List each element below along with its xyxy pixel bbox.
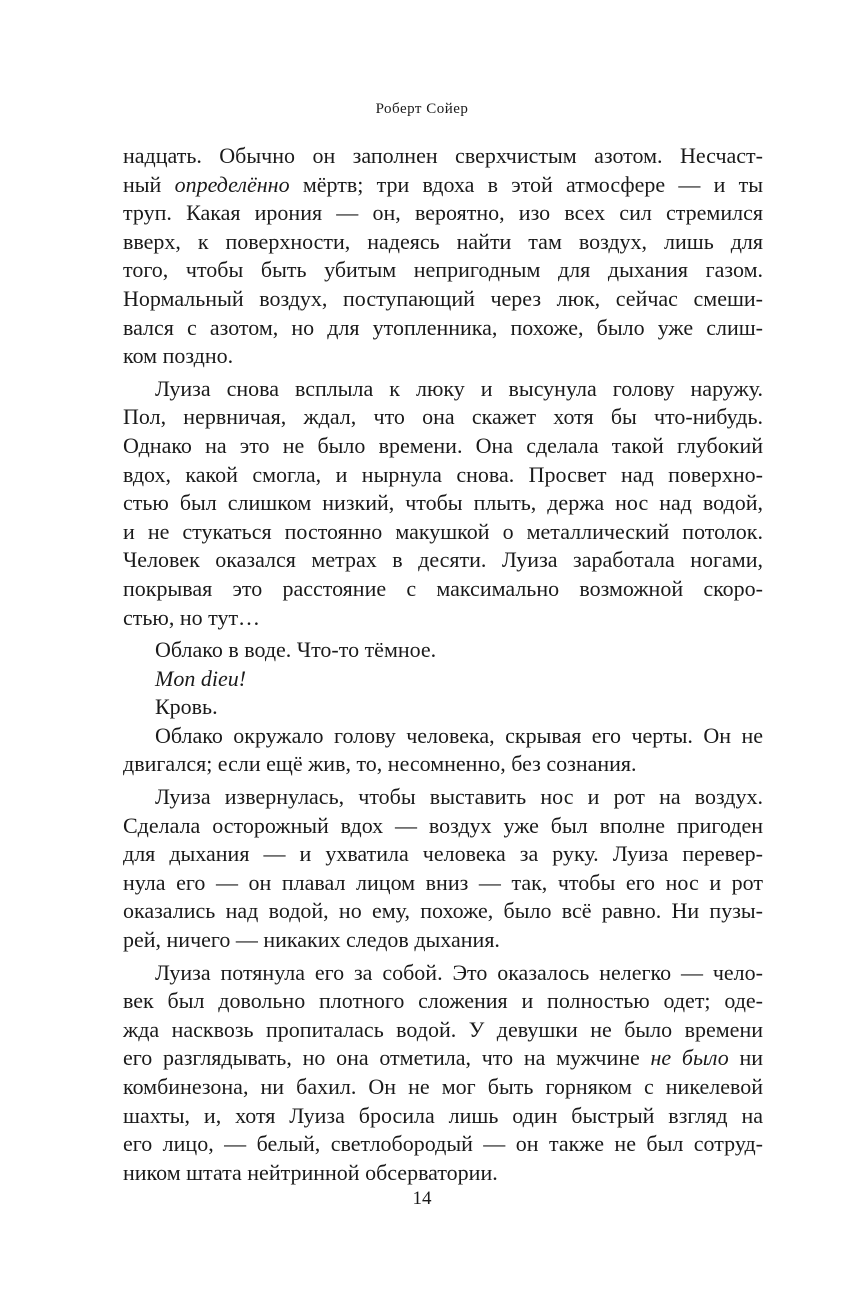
- text-line: оказались над водой, но ему, похоже, было всё равно. Ни пузы-: [123, 898, 763, 924]
- text-line: рей, ничего — никаких следов дыхания.: [123, 927, 500, 953]
- text-line: труп. Какая ирония — он, вероятно, изо всех сил стремился: [123, 200, 763, 226]
- text-line: [123, 665, 763, 694]
- paragraph: [123, 665, 763, 694]
- text-line: комбинезона, ни бахил. Он не мог быть горняком с никелевой: [123, 1074, 763, 1099]
- text-line: ный определённо мёртв; три вдоха в этой атмосфере — и ты: [123, 171, 763, 197]
- text-line: для дыхания — и ухватила человека за руку. Луиза перевер-: [123, 841, 763, 867]
- paragraph: [123, 375, 763, 632]
- text-line: вверх, к поверхности, надеясь найти там воздух, лишь для: [123, 228, 763, 254]
- text-line: ком поздно.: [123, 343, 234, 369]
- italic-text: не было: [650, 1045, 729, 1071]
- text-line: Луиза извернулась, чтобы выставить нос и рот на воздух.: [155, 784, 763, 810]
- text-line: ником штата нейтринной обсерватории.: [123, 1159, 498, 1185]
- paragraph: [123, 693, 763, 722]
- text-line: стью, но тут…: [123, 604, 261, 630]
- text-line: Луиза снова всплыла к люку и высунула голову наружу.: [155, 375, 763, 401]
- text-line: Пол, нервничая, ждал, что она скажет хотя бы что-нибудь.: [123, 404, 763, 430]
- paragraph: [123, 783, 763, 955]
- text-line: Луиза потянула его за собой. Это оказалось нелегко — чело-: [155, 959, 763, 985]
- text-line: нула его — он плавал лицом вниз — так, чтобы его нос и рот: [123, 869, 763, 895]
- text-line: век был довольно плотного сложения и полностью одет; оде-: [123, 988, 763, 1014]
- text-line: Однако на это не было времени. Она сделала такой глубокий: [123, 432, 763, 458]
- text-line: Облако в воде. Что-то тёмное.: [155, 637, 437, 663]
- italic-text: Mon dieu!: [155, 665, 247, 691]
- text-line: Облако окружало голову человека, скрывая его черты. Он не: [155, 722, 763, 748]
- text-line: вдох, какой смогла, и нырнула снова. Просвет над поверхно-: [123, 461, 763, 487]
- text-line: Кровь.: [155, 694, 218, 720]
- paragraph: [123, 142, 763, 371]
- paragraph: [123, 636, 763, 665]
- text-line: и не стукаться постоянно макушкой о металлический потолок.: [123, 518, 763, 544]
- paragraph: [123, 959, 763, 1188]
- text-line: Нормальный воздух, поступающий через люк, сейчас смеши-: [123, 285, 763, 311]
- text-line: жда насквозь пропиталась водой. У девушки не было времени: [123, 1016, 763, 1042]
- paragraph: [123, 722, 763, 779]
- text-line: покрывая это расстояние с максимально возможной скоро-: [123, 575, 763, 601]
- running-head: Роберт Сойер: [375, 101, 469, 117]
- text-line: его разглядывать, но она отметила, что на мужчине не было ни: [123, 1045, 763, 1071]
- italic-text: определённо: [174, 171, 290, 197]
- text-line: стью был слишком низкий, чтобы плыть, держа нос над водой,: [123, 490, 763, 516]
- body-text: [123, 142, 763, 1187]
- text-line: шахты, и, хотя Луиза бросила лишь один быстрый взгляд на: [123, 1102, 763, 1128]
- text-line: надцать. Обычно он заполнен сверхчистым азотом. Несчаст-: [123, 143, 763, 168]
- text-line: вался с азотом, но для утопленника, похоже, было уже слиш-: [123, 314, 763, 340]
- text-line: того, чтобы быть убитым непригодным для дыхания газом.: [123, 257, 763, 283]
- text-line: Сделала осторожный вдох — воздух уже был вполне пригоден: [123, 812, 763, 838]
- page-number: 14: [412, 1188, 432, 1209]
- text-line: Человек оказался метрах в десяти. Луиза заработала ногами,: [123, 547, 763, 573]
- text-line: двигался; если ещё жив, то, несомненно, без сознания.: [123, 751, 637, 777]
- text-line: его лицо, — белый, светлобородый — он также не был сотруд-: [123, 1131, 763, 1157]
